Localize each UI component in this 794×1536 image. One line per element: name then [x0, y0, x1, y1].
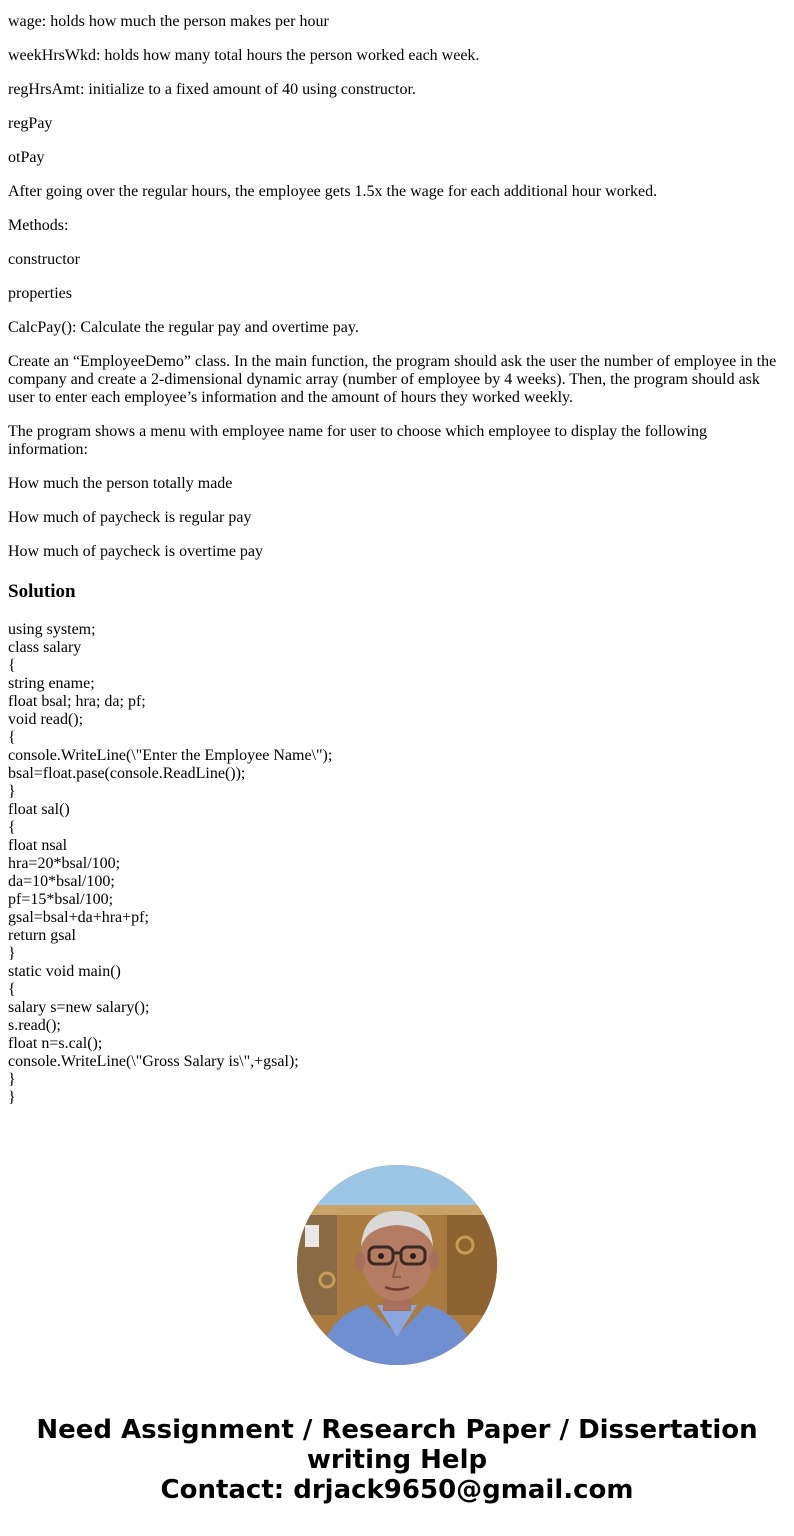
question-text: [8, 13, 786, 561]
paragraph: How much of paycheck is regular pay: [8, 509, 252, 526]
code-line: }: [8, 1089, 16, 1106]
code-line: {: [8, 729, 16, 746]
document-body: [0, 13, 794, 1107]
paragraph: The program shows a menu with employee name for user to choose which employee to display the following information:: [8, 423, 707, 458]
paragraph: regHrsAmt: initialize to a fixed amount of 40 using constructor.: [8, 81, 416, 98]
code-line: da=10*bsal/100;: [8, 873, 115, 890]
paragraph: Create an “EmployeeDemo” class. In the main function, the program should ask the user the number of employee in the company and create a 2-dimensional dynamic array (number of employee by 4 weeks). Then, the program should ask user to enter each employee’s information and the amount of hours they worked weekly.: [8, 353, 777, 406]
code-line: float nsal: [8, 837, 68, 854]
author-photo: [297, 1165, 497, 1365]
promo-line: writing Help: [306, 1445, 488, 1475]
code-line: console.WriteLine(\"Enter the Employee Name\");: [8, 747, 333, 764]
paragraph: constructor: [8, 251, 80, 268]
code-line: s.read();: [8, 1017, 61, 1034]
code-line: void read();: [8, 711, 84, 728]
paragraph: How much the person totally made: [8, 475, 233, 492]
solution-code: [8, 621, 786, 1107]
code-line: class salary: [8, 639, 82, 656]
paragraph: After going over the regular hours, the employee gets 1.5x the wage for each additional hour worked.: [8, 183, 658, 200]
paragraph: How much of paycheck is overtime pay: [8, 543, 264, 560]
code-line: {: [8, 981, 16, 998]
code-line: float sal(): [8, 801, 70, 818]
code-line: }: [8, 783, 16, 800]
code-line: string ename;: [8, 675, 95, 692]
code-line: salary s=new salary();: [8, 999, 150, 1016]
code-line: bsal=float.pase(console.ReadLine());: [8, 765, 246, 782]
code-line: float bsal; hra; da; pf;: [8, 693, 146, 710]
code-line: {: [8, 657, 16, 674]
contact-line[interactable]: Contact: drjack9650@gmail.com: [160, 1475, 634, 1505]
paragraph: properties: [8, 285, 72, 302]
code-line: float n=s.cal();: [8, 1035, 103, 1052]
code-line: static void main(): [8, 963, 121, 980]
code-line: {: [8, 819, 16, 836]
solution-heading: Solution: [8, 581, 76, 602]
author-photo-illustration: [297, 1165, 497, 1365]
code-line: console.WriteLine(\"Gross Salary is\",+gsal);: [8, 1053, 299, 1070]
promo-text: [0, 1415, 794, 1505]
code-line: hra=20*bsal/100;: [8, 855, 121, 872]
code-line: gsal=bsal+da+hra+pf;: [8, 909, 149, 926]
paragraph: CalcPay(): Calculate the regular pay and overtime pay.: [8, 319, 359, 336]
code-line: pf=15*bsal/100;: [8, 891, 114, 908]
paragraph: otPay: [8, 149, 45, 166]
paragraph: regPay: [8, 115, 53, 132]
code-line: }: [8, 945, 16, 962]
promo-line: Need Assignment / Research Paper / Dissertation: [36, 1415, 758, 1445]
code-line: return gsal: [8, 927, 76, 944]
promo-section: [0, 1165, 794, 1505]
code-line: }: [8, 1071, 16, 1088]
paragraph: wage: holds how much the person makes per hour: [8, 13, 329, 30]
paragraph: weekHrsWkd: holds how many total hours the person worked each week.: [8, 47, 480, 64]
code-line: using system;: [8, 621, 96, 638]
paragraph: Methods:: [8, 217, 69, 234]
